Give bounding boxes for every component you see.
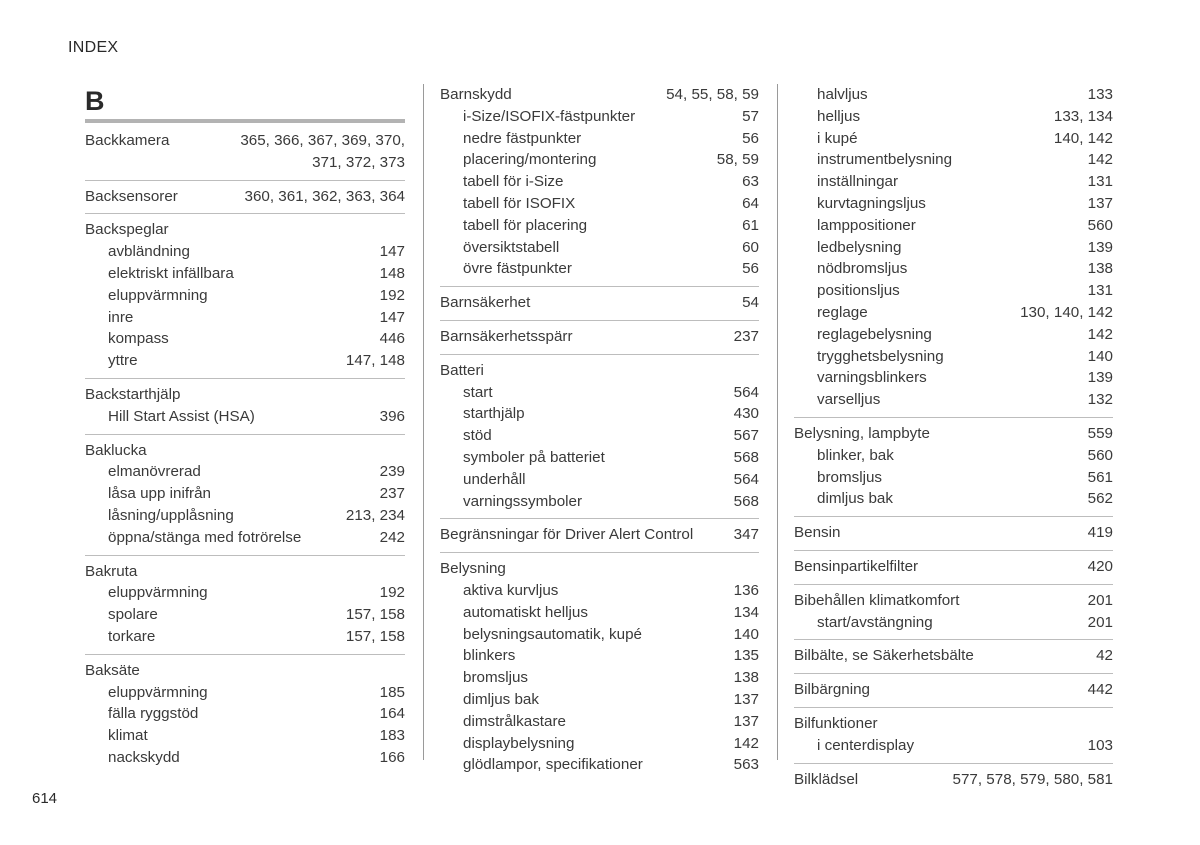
- index-term-line: [85, 561, 405, 583]
- index-subterm: avbländning: [108, 243, 190, 261]
- index-entry: [85, 440, 405, 549]
- index-subterm-line: [440, 447, 759, 469]
- index-pages: 142: [1087, 151, 1113, 169]
- index-pages: 568: [733, 448, 759, 466]
- index-term: Belysning, lampbyte: [794, 424, 930, 442]
- index-entry: [794, 713, 1113, 757]
- index-term-line: [85, 219, 405, 241]
- index-subterm-line: [85, 285, 405, 307]
- index-pages: 567: [733, 427, 759, 445]
- index-entry: [85, 384, 405, 428]
- index-term-line: [794, 590, 1113, 612]
- entry-separator: [794, 763, 1113, 764]
- index-term-line: [794, 769, 1113, 791]
- index-term-line: [440, 558, 759, 580]
- index-subterm: instrumentbelysning: [817, 151, 953, 169]
- index-pages: 562: [1087, 490, 1113, 508]
- index-entry: [85, 130, 405, 174]
- index-subterm-line: [440, 258, 759, 280]
- index-subterm: tabell för i-Size: [463, 173, 564, 191]
- entry-separator: [440, 286, 759, 287]
- index-entry: [85, 186, 405, 208]
- index-subterm-line: [440, 193, 759, 215]
- index-subterm: varselljus: [817, 391, 881, 409]
- index-pages: 201: [1087, 613, 1113, 631]
- index-pages: 138: [1087, 260, 1113, 278]
- index-subterm-line: [440, 711, 759, 733]
- index-pages: 201: [1087, 591, 1113, 609]
- index-subterm-line: [794, 280, 1113, 302]
- index-pages: 139: [1087, 238, 1113, 256]
- entry-separator: [85, 555, 405, 556]
- index-subterm-line: [85, 328, 405, 350]
- index-entry: [440, 524, 759, 546]
- index-entry: [440, 84, 759, 280]
- column-divider: [423, 84, 424, 760]
- index-pages: 164: [379, 705, 405, 723]
- index-subterm: stöd: [463, 427, 492, 445]
- index-pages: 148: [379, 264, 405, 282]
- index-term: Barnskydd: [440, 86, 512, 103]
- index-pages: 157, 158: [345, 627, 405, 645]
- index-pages: 140: [1087, 347, 1113, 365]
- page-number: 614: [32, 790, 58, 807]
- index-subterm: översiktstabell: [463, 238, 560, 256]
- index-entry: [85, 219, 405, 372]
- index-term: Bensinpartikelfilter: [794, 557, 919, 575]
- index-pages: 60: [742, 238, 759, 256]
- index-term-line: [440, 326, 759, 348]
- index-pages: 54, 55, 58, 59: [666, 86, 759, 103]
- index-pages: 185: [379, 683, 405, 701]
- index-subterm-line: [794, 84, 1113, 106]
- index-subterm: automatiskt helljus: [463, 603, 588, 621]
- index-term: Bensin: [794, 524, 841, 542]
- index-subterm: blinker, bak: [817, 446, 894, 464]
- index-subterm-line: [85, 626, 405, 648]
- index-subterm: bromsljus: [463, 669, 528, 687]
- index-pages: 365, 366, 367, 369, 370,: [240, 132, 405, 149]
- entry-separator: [440, 518, 759, 519]
- index-pages: 137: [1087, 194, 1113, 212]
- index-column-2: [440, 84, 759, 782]
- index-subterm: reglagebelysning: [817, 325, 932, 343]
- index-term: Backspeglar: [85, 221, 169, 239]
- index-pages: 430: [733, 405, 759, 423]
- index-pages: 396: [379, 407, 405, 425]
- index-pages: 347: [733, 526, 759, 544]
- index-subterm: belysningsautomatik, kupé: [463, 625, 642, 643]
- index-pages: 371, 372, 373: [312, 153, 405, 171]
- index-subterm: dimljus bak: [463, 690, 539, 708]
- index-entry: [440, 360, 759, 513]
- index-pages: 559: [1087, 424, 1113, 442]
- index-pages: 54: [742, 294, 759, 312]
- entry-separator: [794, 584, 1113, 585]
- index-subterm-line: [85, 747, 405, 769]
- index-subterm: öppna/stänga med fotrörelse: [108, 528, 302, 546]
- index-column-1: [85, 84, 405, 775]
- index-subterm: eluppvärmning: [108, 286, 208, 304]
- index-subterm-line: [85, 527, 405, 549]
- index-entry: [440, 326, 759, 348]
- index-entry: [794, 522, 1113, 544]
- index-entry: [440, 292, 759, 314]
- column-divider: [777, 84, 778, 760]
- index-subterm: glödlampor, specifikationer: [463, 756, 643, 774]
- index-pages: 63: [742, 173, 759, 191]
- index-subterm-line: [85, 703, 405, 725]
- index-subterm-line: [440, 645, 759, 667]
- index-subterm-line: [794, 149, 1113, 171]
- index-term-line: [85, 440, 405, 462]
- index-subterm: trygghetsbelysning: [817, 347, 944, 365]
- index-pages: 560: [1087, 216, 1113, 234]
- index-subterm-line: [794, 467, 1113, 489]
- index-pages: 446: [379, 330, 405, 348]
- index-pages: 147, 148: [345, 352, 405, 370]
- index-subterm: ledbelysning: [817, 238, 902, 256]
- index-subterm: fälla ryggstöd: [108, 705, 199, 723]
- index-subterm: elektriskt infällbara: [108, 264, 234, 282]
- index-subterm: Hill Start Assist (HSA): [108, 407, 255, 425]
- index-term: Backkamera: [85, 132, 170, 149]
- index-subterm-line: [85, 263, 405, 285]
- index-pages: 131: [1087, 282, 1113, 300]
- entry-separator: [440, 354, 759, 355]
- index-subterm-line: [85, 406, 405, 428]
- index-pages: 139: [1087, 369, 1113, 387]
- index-subterm-line: [794, 258, 1113, 280]
- entry-separator: [85, 434, 405, 435]
- index-pages: 147: [379, 243, 405, 261]
- index-subterm: varningssymboler: [463, 492, 583, 510]
- index-subterm: dimljus bak: [817, 490, 893, 508]
- index-subterm: reglage: [817, 303, 868, 321]
- index-subterm-line: [440, 469, 759, 491]
- index-pages: 64: [742, 194, 759, 212]
- index-subterm-line: [85, 582, 405, 604]
- index-pages: 136: [733, 581, 759, 599]
- index-subterm-line: [794, 106, 1113, 128]
- index-term: Bilbärgning: [794, 681, 870, 699]
- index-pages: 140, 142: [1053, 129, 1113, 147]
- index-pages: 135: [733, 647, 759, 665]
- entry-separator: [794, 550, 1113, 551]
- index-subterm: spolare: [108, 606, 158, 624]
- index-subterm-line: [85, 505, 405, 527]
- index-pages: 58, 59: [716, 151, 759, 169]
- index-pages: 157, 158: [345, 606, 405, 624]
- index-subterm: låsning/upplåsning: [108, 506, 234, 524]
- index-subterm-line: [794, 488, 1113, 510]
- index-subterm: yttre: [108, 352, 138, 370]
- index-subterm-line: [85, 604, 405, 626]
- index-pages: 564: [733, 470, 759, 488]
- index-subterm-line: [85, 241, 405, 263]
- entry-separator: [85, 213, 405, 214]
- index-entry: [85, 660, 405, 769]
- index-subterm-line: [440, 215, 759, 237]
- index-subterm: övre fästpunkter: [463, 260, 572, 278]
- entry-separator: [794, 516, 1113, 517]
- index-entry: [794, 590, 1113, 634]
- index-entry: [794, 84, 1113, 411]
- index-term: Bibehållen klimatkomfort: [794, 591, 960, 609]
- index-pages: 192: [379, 584, 405, 602]
- entry-separator: [794, 673, 1113, 674]
- index-subterm-line: [440, 237, 759, 259]
- index-subterm: tabell för ISOFIX: [463, 194, 576, 212]
- entry-separator: [794, 707, 1113, 708]
- index-term: Bilbälte, se Säkerhetsbälte: [794, 647, 974, 665]
- index-term: Bilfunktioner: [794, 714, 878, 732]
- index-subterm: i centerdisplay: [817, 736, 915, 754]
- entry-separator: [794, 639, 1113, 640]
- index-pages: 561: [1087, 468, 1113, 486]
- index-entry: [440, 558, 759, 776]
- index-term-line: [794, 556, 1113, 578]
- index-subterm: i kupé: [817, 129, 858, 147]
- index-term: Belysning: [440, 560, 506, 578]
- index-term-line: [440, 292, 759, 314]
- index-term-line: [794, 522, 1113, 544]
- index-subterm: start/avstängning: [817, 613, 933, 631]
- index-term: Barnsäkerhetsspärr: [440, 327, 573, 345]
- section-letter-rule: [85, 119, 405, 123]
- index-pages: 147: [379, 308, 405, 326]
- index-subterm-line: [794, 171, 1113, 193]
- index-term: Begränsningar för Driver Alert Control: [440, 526, 694, 544]
- index-subterm-line: [440, 754, 759, 776]
- index-pages: 57: [742, 107, 759, 125]
- index-pages: 133, 134: [1053, 107, 1113, 125]
- index-subterm: klimat: [108, 727, 148, 745]
- entry-separator: [440, 320, 759, 321]
- index-subterm: i-Size/ISOFIX-fästpunkter: [463, 107, 636, 125]
- index-subterm: underhåll: [463, 470, 526, 488]
- entry-separator: [85, 378, 405, 379]
- index-term: Baksäte: [85, 661, 140, 679]
- index-subterm: nödbromsljus: [817, 260, 908, 278]
- index-pages: 237: [379, 485, 405, 503]
- index-term: Barnsäkerhet: [440, 294, 531, 312]
- index-subterm: dimstrålkastare: [463, 712, 566, 730]
- index-term: Backstarthjälp: [85, 385, 181, 403]
- index-subterm-line: [794, 193, 1113, 215]
- index-subterm: halvljus: [817, 86, 868, 103]
- index-pages: 360, 361, 362, 363, 364: [244, 187, 405, 205]
- index-subterm-line: [794, 367, 1113, 389]
- index-subterm: tabell för placering: [463, 216, 588, 234]
- index-subterm-line: [85, 725, 405, 747]
- index-subterm: torkare: [108, 627, 156, 645]
- index-pages: 166: [379, 748, 405, 766]
- index-term-line: [440, 84, 759, 106]
- index-subterm: displaybelysning: [463, 734, 575, 752]
- index-subterm: inre: [108, 308, 134, 326]
- index-subterm: symboler på batteriet: [463, 448, 605, 466]
- index-subterm-line: [794, 302, 1113, 324]
- index-term: Baklucka: [85, 441, 147, 459]
- index-pages: 137: [733, 712, 759, 730]
- index-subterm: lamppositioner: [817, 216, 916, 234]
- index-subterm: placering/montering: [463, 151, 597, 169]
- index-subterm-line: [440, 580, 759, 602]
- index-subterm-line: [440, 667, 759, 689]
- index-subterm-line: [794, 237, 1113, 259]
- index-subterm-line: [440, 602, 759, 624]
- index-pages: 568: [733, 492, 759, 510]
- index-subterm-line: [440, 106, 759, 128]
- index-subterm: eluppvärmning: [108, 584, 208, 602]
- index-subterm: elmanövrerad: [108, 463, 201, 481]
- index-term: Backsensorer: [85, 187, 178, 205]
- index-pages: 142: [1087, 325, 1113, 343]
- index-subterm-line: [794, 445, 1113, 467]
- index-pages: 242: [379, 528, 405, 546]
- index-subterm-line: [794, 612, 1113, 634]
- index-pages: 142: [733, 734, 759, 752]
- index-pages: 42: [1096, 647, 1113, 665]
- index-subterm: kurvtagningsljus: [817, 194, 926, 212]
- index-subterm-line: [85, 307, 405, 329]
- index-subterm: blinkers: [463, 647, 516, 665]
- index-subterm-line: [794, 215, 1113, 237]
- index-subterm: aktiva kurvljus: [463, 581, 559, 599]
- entry-separator: [794, 417, 1113, 418]
- index-term-line: [440, 524, 759, 546]
- index-term-line: [85, 384, 405, 406]
- index-pages: 103: [1087, 736, 1113, 754]
- index-pages: 577, 578, 579, 580, 581: [952, 770, 1113, 788]
- index-pages: 420: [1087, 557, 1113, 575]
- index-subterm-line: [794, 346, 1113, 368]
- index-subterm: helljus: [817, 107, 861, 125]
- index-pages: 138: [733, 669, 759, 687]
- index-pages: 56: [742, 129, 759, 147]
- index-subterm-line: [794, 324, 1113, 346]
- index-entry: [794, 679, 1113, 701]
- index-subterm-line: [440, 128, 759, 150]
- index-term-line: [794, 713, 1113, 735]
- index-entry: [794, 423, 1113, 510]
- index-term: Batteri: [440, 361, 484, 379]
- index-term-line: [85, 660, 405, 682]
- entry-separator: [85, 654, 405, 655]
- index-subterm-line: [794, 389, 1113, 411]
- index-subterm-line: [85, 350, 405, 372]
- index-pages: 132: [1087, 391, 1113, 409]
- index-term: Bakruta: [85, 562, 138, 580]
- index-pages: 133: [1087, 86, 1113, 103]
- index-subterm-line: [440, 382, 759, 404]
- index-subterm: nackskydd: [108, 748, 180, 766]
- index-subterm: varningsblinkers: [817, 369, 927, 387]
- index-term-line: [794, 423, 1113, 445]
- index-subterm: låsa upp inifrån: [108, 485, 212, 503]
- index-subterm: kompass: [108, 330, 169, 348]
- index-subterm: inställningar: [817, 173, 899, 191]
- entry-separator: [85, 180, 405, 181]
- page-header-title: INDEX: [68, 39, 119, 56]
- index-subterm-line: [85, 682, 405, 704]
- index-pages: 563: [733, 756, 759, 774]
- index-pages: 213, 234: [345, 506, 405, 524]
- index-pages: 442: [1087, 681, 1113, 699]
- index-pages: 419: [1087, 524, 1113, 542]
- index-pages: 140: [733, 625, 759, 643]
- index-subterm-line: [794, 735, 1113, 757]
- index-subterm: eluppvärmning: [108, 683, 208, 701]
- index-subterm: positionsljus: [817, 282, 900, 300]
- index-term-line: [440, 360, 759, 382]
- index-subterm-line: [440, 403, 759, 425]
- index-pages: 192: [379, 286, 405, 304]
- index-column-3: [794, 84, 1113, 796]
- index-entry: [794, 645, 1113, 667]
- index-subterm-line: [440, 425, 759, 447]
- index-subterm: nedre fästpunkter: [463, 129, 582, 147]
- index-pages: 56: [742, 260, 759, 278]
- index-pages: 134: [733, 603, 759, 621]
- index-term: Bilklädsel: [794, 770, 859, 788]
- index-subterm-line: [440, 171, 759, 193]
- index-pages: 183: [379, 727, 405, 745]
- index-pages: 61: [742, 216, 759, 234]
- index-pages: 131: [1087, 173, 1113, 191]
- index-pages: 560: [1087, 446, 1113, 464]
- index-pages: 239: [379, 463, 405, 481]
- index-term-line-continued: [85, 152, 405, 174]
- index-subterm: bromsljus: [817, 468, 882, 486]
- index-pages: 137: [733, 690, 759, 708]
- index-pages: 130, 140, 142: [1020, 303, 1113, 321]
- index-entry: [85, 561, 405, 648]
- index-pages: 237: [733, 327, 759, 345]
- index-term-line: [794, 679, 1113, 701]
- index-pages: 564: [733, 383, 759, 401]
- index-subterm-line: [440, 491, 759, 513]
- section-letter: B: [85, 86, 105, 116]
- index-subterm-line: [440, 733, 759, 755]
- index-subterm-line: [440, 689, 759, 711]
- index-subterm-line: [440, 624, 759, 646]
- index-term-line: [794, 645, 1113, 667]
- index-subterm-line: [440, 149, 759, 171]
- index-subterm-line: [85, 461, 405, 483]
- entry-separator: [440, 552, 759, 553]
- index-subterm: start: [463, 383, 493, 401]
- index-term-line: [85, 130, 405, 152]
- index-entry: [794, 556, 1113, 578]
- index-subterm: starthjälp: [463, 405, 525, 423]
- index-subterm-line: [794, 128, 1113, 150]
- index-entry: [794, 769, 1113, 791]
- index-term-line: [85, 186, 405, 208]
- index-subterm-line: [85, 483, 405, 505]
